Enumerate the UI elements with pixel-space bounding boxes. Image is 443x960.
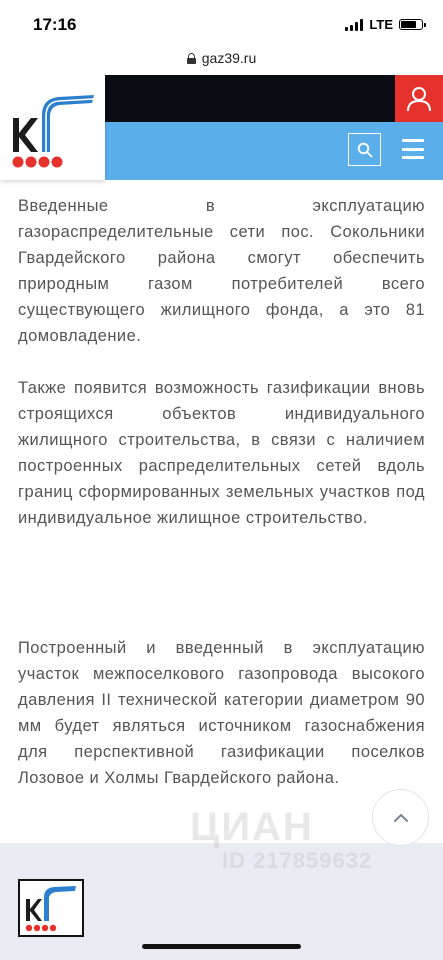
user-icon (407, 86, 431, 112)
lock-icon (187, 53, 196, 64)
site-footer (0, 843, 443, 960)
site-header (0, 75, 443, 180)
search-icon (357, 142, 373, 158)
logo-mark-icon (20, 881, 82, 935)
network-type: LTE (369, 17, 393, 32)
article-paragraph: Также появится возможность газификации вновь строящихся объектов индивидуального жилищного строительства, в связи с наличием построенных распределительных сетей вдоль границ сформированных земельных участков под индивидуальное жилищное строительство. (18, 379, 425, 527)
url-text: gaz39.ru (201, 50, 257, 66)
header-top-bar (105, 75, 395, 122)
battery-icon (399, 19, 423, 30)
hamburger-menu-icon[interactable] (402, 139, 424, 159)
chevron-up-icon (393, 813, 409, 823)
address-bar[interactable] (0, 44, 443, 72)
scroll-to-top-button[interactable] (372, 789, 429, 846)
signal-icon (345, 19, 363, 31)
article-paragraph: Построенный и введенный в эксплуатацию участок межпоселкового газопровода высокого давления II технической категории диаметром 90 мм будет являться источником газоснабжения для перспективной газификации поселков Лозовое и Холмы Гвардейского района. (18, 639, 425, 787)
watermark-id: ID 217859632 (222, 848, 373, 873)
footer-logo[interactable] (18, 879, 84, 937)
status-time: 17:16 (33, 15, 77, 34)
logo-mark-icon (0, 75, 105, 180)
article-paragraph: Введенные в эксплуатацию газораспределительные сети пос. Сокольники Гвардейского района смогут обеспечить природным газом потребителей всего существующего жилищного фонда, а это 81 домовладение. (18, 197, 425, 345)
user-account-button[interactable] (395, 75, 443, 122)
watermark: ЦИАН (190, 805, 314, 849)
search-button[interactable] (348, 133, 381, 166)
status-indicators (345, 17, 423, 32)
site-logo[interactable] (0, 75, 105, 180)
home-indicator[interactable] (142, 944, 301, 949)
status-bar (0, 0, 443, 44)
header-nav-bar (105, 122, 443, 180)
